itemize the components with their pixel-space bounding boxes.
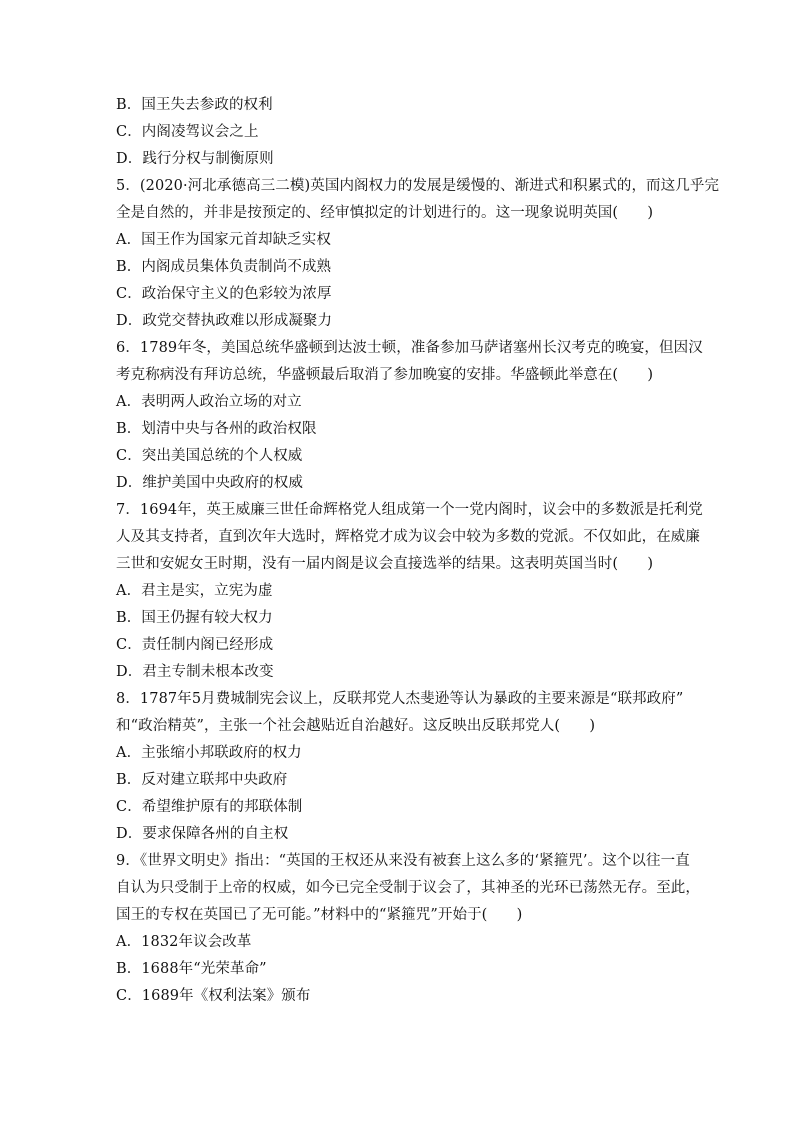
question-stem-line: 全是自然的，并非是按预定的、经审慎拟定的计划进行的。这一现象说明英国( ): [116, 205, 654, 221]
option-a: A．1832年议会改革: [116, 934, 252, 950]
option-b: B．国王仍握有较大权力: [116, 610, 273, 626]
question-4-options-continued: [116, 92, 682, 173]
question-stem-line: 9．《世界文明史》指出：“英国的王权还从来没有被套上这么多的‘紧箍咒’。这个以往一直: [116, 853, 690, 869]
option-b: B．1688年“光荣革命”: [116, 961, 267, 977]
question-8: [116, 686, 682, 848]
question-stem-line: 国王的专权在英国已了无可能。”材料中的“紧箍咒”开始于( ): [116, 907, 523, 923]
option-c: C．1689年《权利法案》颁布: [116, 988, 311, 1004]
option-c: C．内阁凌驾议会之上: [116, 124, 259, 140]
option-c: C．责任制内阁已经形成: [116, 637, 274, 653]
question-stem-line: 7．1694年，英王威廉三世任命辉格党人组成第一个一党内阁时，议会中的多数派是托利党: [116, 502, 703, 518]
question-stem-line: 人及其支持者，直到次年大选时，辉格党才成为议会中较为多数的党派。不仅如此，在威廉: [116, 529, 700, 545]
option-a: A．国王作为国家元首却缺乏实权: [116, 232, 331, 248]
option-b: B．划清中央与各州的政治权限: [116, 421, 317, 437]
question-stem-line: 8．1787年5月费城制宪会议上，反联邦党人杰斐逊等认为暴政的主要来源是“联邦政府”: [116, 691, 684, 707]
question-5: [116, 173, 720, 335]
document-content: [116, 92, 720, 1010]
option-a: A．君主是实，立宪为虚: [116, 583, 273, 599]
option-b: B．国王失去参政的权利: [116, 97, 273, 113]
question-7: [116, 497, 703, 686]
option-a: A．表明两人政治立场的对立: [116, 394, 302, 410]
question-stem-line: 6．1789年冬，美国总统华盛顿到达波士顿，准备参加马萨诸塞州长汉考克的晚宴，但因汉: [116, 340, 703, 356]
question-stem-line: 5．(2020·河北承德高三二模)英国内阁权力的发展是缓慢的、渐进式和积累式的，而这几乎完: [116, 178, 720, 194]
option-b: B．反对建立联邦中央政府: [116, 772, 288, 788]
question-stem-line: 考克称病没有拜访总统，华盛顿最后取消了参加晚宴的安排。华盛顿此举意在( ): [116, 367, 654, 383]
option-c: C．突出美国总统的个人权威: [116, 448, 303, 464]
option-d: D．政党交替执政难以形成凝聚力: [116, 313, 333, 329]
option-c: C．政治保守主义的色彩较为浓厚: [116, 286, 332, 302]
question-9: [116, 848, 700, 1010]
question-stem-line: 三世和安妮女王时期，没有一届内阁是议会直接选举的结果。这表明英国当时( ): [116, 556, 654, 572]
option-b: B．内阁成员集体负责制尚不成熟: [116, 259, 332, 275]
question-stem-line: 和“政治精英”，主张一个社会越贴近自治越好。这反映出反联邦党人( ): [116, 718, 596, 734]
option-d: D．君主专制未根本改变: [116, 664, 274, 680]
question-stem-line: 自认为只受制于上帝的权威，如今已完全受制于议会了，其神圣的光环已荡然无存。至此，: [116, 880, 700, 896]
option-d: D．要求保障各州的自主权: [116, 826, 289, 842]
option-d: D．践行分权与制衡原则: [116, 151, 274, 167]
question-6: [116, 335, 703, 497]
option-c: C．希望维护原有的邦联体制: [116, 799, 303, 815]
option-d: D．维护美国中央政府的权威: [116, 475, 303, 491]
option-a: A．主张缩小邦联政府的权力: [116, 745, 302, 761]
